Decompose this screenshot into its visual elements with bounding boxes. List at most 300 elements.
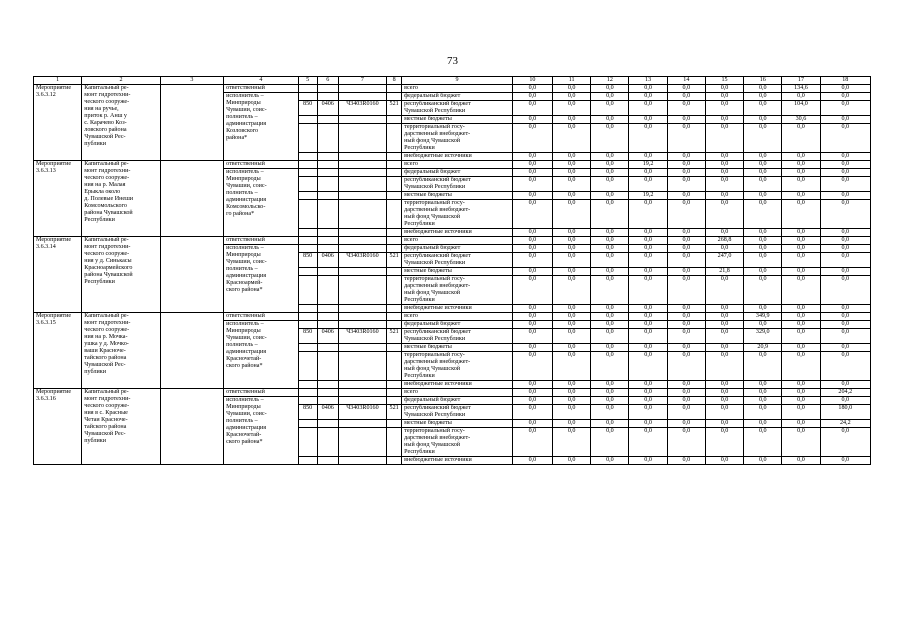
executor-title: ответственный bbox=[224, 389, 298, 397]
value-cell: 0,0 bbox=[782, 253, 820, 268]
funding-source: республиканский бюджет Чувашской Республики bbox=[402, 253, 513, 268]
value-cell: 0,0 bbox=[782, 420, 820, 428]
value-cell: 0,0 bbox=[591, 192, 629, 200]
value-cell: 0,0 bbox=[782, 200, 820, 229]
value-cell: 0,0 bbox=[591, 161, 629, 169]
value-cell: 0,0 bbox=[667, 321, 705, 329]
value-cell: 0,0 bbox=[553, 329, 591, 344]
value-cell: 0,0 bbox=[667, 200, 705, 229]
value-cell: 0,0 bbox=[744, 177, 782, 192]
value-cell: 0,0 bbox=[629, 116, 667, 124]
value-cell: 0,0 bbox=[705, 305, 743, 313]
value-cell: 0,0 bbox=[744, 169, 782, 177]
value-cell: 19,2 bbox=[629, 161, 667, 169]
empty-cell bbox=[338, 457, 386, 465]
value-cell: 0,0 bbox=[820, 237, 870, 245]
value-cell: 0,0 bbox=[591, 116, 629, 124]
empty-cell bbox=[338, 344, 386, 352]
funding-source: федеральный бюджет bbox=[402, 321, 513, 329]
value-cell: 0,0 bbox=[629, 305, 667, 313]
value-cell: 0,0 bbox=[782, 177, 820, 192]
header-row bbox=[34, 77, 871, 85]
value-cell: 0,0 bbox=[591, 428, 629, 457]
value-cell: 349,9 bbox=[744, 313, 782, 321]
funding-source: федеральный бюджет bbox=[402, 93, 513, 101]
value-cell: 0,0 bbox=[591, 245, 629, 253]
value-cell: 0,0 bbox=[705, 420, 743, 428]
value-cell: 0,0 bbox=[629, 85, 667, 93]
value-cell: 0,0 bbox=[667, 428, 705, 457]
value-cell: 0,0 bbox=[512, 305, 552, 313]
value-cell: 0,0 bbox=[512, 397, 552, 405]
empty-cell bbox=[317, 237, 338, 245]
empty-cell bbox=[317, 352, 338, 381]
event-number: Мероприятие 3.6.3.16 bbox=[34, 389, 82, 465]
column-number: 11 bbox=[553, 77, 591, 85]
empty-cell bbox=[338, 124, 386, 153]
value-cell: 0,0 bbox=[782, 352, 820, 381]
value-cell: 20,9 bbox=[744, 344, 782, 352]
value-cell: 0,0 bbox=[591, 381, 629, 389]
empty-cell bbox=[298, 161, 317, 169]
value-cell: 0,0 bbox=[553, 200, 591, 229]
empty-cell bbox=[338, 313, 386, 321]
code-csr bbox=[338, 177, 386, 192]
empty-cell bbox=[387, 321, 402, 329]
value-cell: 0,0 bbox=[629, 268, 667, 276]
empty-cell bbox=[298, 192, 317, 200]
table-row bbox=[34, 237, 871, 245]
code-gr: 850 bbox=[298, 329, 317, 344]
value-cell: 0,0 bbox=[512, 344, 552, 352]
funding-source: местные бюджеты bbox=[402, 268, 513, 276]
value-cell: 0,0 bbox=[782, 268, 820, 276]
value-cell: 0,0 bbox=[705, 352, 743, 381]
executor-title: ответственный bbox=[224, 161, 298, 169]
value-cell: 0,0 bbox=[667, 276, 705, 305]
value-cell: 0,0 bbox=[667, 85, 705, 93]
value-cell: 0,0 bbox=[553, 405, 591, 420]
value-cell: 0,0 bbox=[820, 305, 870, 313]
empty-cell bbox=[338, 305, 386, 313]
funding-source: республиканский бюджет Чувашской Республики bbox=[402, 405, 513, 420]
empty-cell bbox=[338, 381, 386, 389]
column-number: 15 bbox=[705, 77, 743, 85]
value-cell: 0,0 bbox=[782, 381, 820, 389]
empty-cell bbox=[317, 420, 338, 428]
value-cell: 180,0 bbox=[820, 405, 870, 420]
funding-source: федеральный бюджет bbox=[402, 169, 513, 177]
value-cell: 0,0 bbox=[820, 192, 870, 200]
value-cell: 0,0 bbox=[629, 329, 667, 344]
empty-cell bbox=[317, 229, 338, 237]
value-cell: 0,0 bbox=[744, 389, 782, 397]
value-cell: 0,0 bbox=[629, 344, 667, 352]
value-cell: 0,0 bbox=[705, 329, 743, 344]
value-cell: 0,0 bbox=[744, 245, 782, 253]
value-cell: 0,0 bbox=[820, 397, 870, 405]
value-cell: 0,0 bbox=[782, 161, 820, 169]
column-number: 9 bbox=[402, 77, 513, 85]
value-cell: 0,0 bbox=[782, 237, 820, 245]
column-number: 5 bbox=[298, 77, 317, 85]
empty-cell bbox=[298, 124, 317, 153]
empty-cell bbox=[387, 313, 402, 321]
funding-source: всего bbox=[402, 313, 513, 321]
value-cell: 0,0 bbox=[629, 381, 667, 389]
value-cell: 0,0 bbox=[553, 101, 591, 116]
value-cell: 0,0 bbox=[744, 253, 782, 268]
value-cell: 0,0 bbox=[705, 245, 743, 253]
empty-cell bbox=[298, 457, 317, 465]
column-number: 16 bbox=[744, 77, 782, 85]
empty-cell bbox=[317, 169, 338, 177]
value-cell: 0,0 bbox=[705, 457, 743, 465]
value-cell: 0,0 bbox=[705, 177, 743, 192]
funding-source: территориальный госу- дарственный внебюджет- ный фонд Чувашской Республики bbox=[402, 276, 513, 305]
value-cell: 0,0 bbox=[629, 245, 667, 253]
empty-cell bbox=[317, 276, 338, 305]
empty-cell bbox=[387, 276, 402, 305]
value-cell: 0,0 bbox=[667, 420, 705, 428]
value-cell: 0,0 bbox=[553, 420, 591, 428]
value-cell: 0,0 bbox=[591, 85, 629, 93]
value-cell: 0,0 bbox=[744, 420, 782, 428]
value-cell: 0,0 bbox=[553, 169, 591, 177]
value-cell: 0,0 bbox=[591, 268, 629, 276]
value-cell: 0,0 bbox=[820, 457, 870, 465]
value-cell: 0,0 bbox=[667, 229, 705, 237]
code-vr: 521 bbox=[387, 253, 402, 268]
value-cell: 0,0 bbox=[820, 245, 870, 253]
value-cell: 0,0 bbox=[629, 200, 667, 229]
empty-cell bbox=[298, 352, 317, 381]
value-cell: 0,0 bbox=[591, 177, 629, 192]
empty-cell bbox=[387, 116, 402, 124]
value-cell: 0,0 bbox=[782, 245, 820, 253]
code-gr: 850 bbox=[298, 101, 317, 116]
value-cell: 0,0 bbox=[705, 405, 743, 420]
value-cell: 0,0 bbox=[512, 428, 552, 457]
code-rz: 0406 bbox=[317, 329, 338, 344]
code-csr: Ч3403R0160 bbox=[338, 101, 386, 116]
empty-cell bbox=[317, 381, 338, 389]
value-cell: 0,0 bbox=[512, 381, 552, 389]
value-cell: 0,0 bbox=[782, 169, 820, 177]
empty-cell bbox=[317, 85, 338, 93]
value-cell: 0,0 bbox=[553, 237, 591, 245]
value-cell: 0,0 bbox=[744, 305, 782, 313]
value-cell: 0,0 bbox=[553, 352, 591, 381]
value-cell: 0,0 bbox=[553, 229, 591, 237]
funding-source: местные бюджеты bbox=[402, 420, 513, 428]
value-cell: 0,0 bbox=[553, 93, 591, 101]
event-number: Мероприятие 3.6.3.15 bbox=[34, 313, 82, 389]
executor: исполнитель – Минприроды Чувашии, соис- полнитель – администрация Комсомольско- го района* bbox=[224, 169, 298, 237]
value-cell: 0,0 bbox=[591, 397, 629, 405]
empty-cell bbox=[317, 200, 338, 229]
value-cell: 0,0 bbox=[591, 169, 629, 177]
value-cell: 0,0 bbox=[705, 116, 743, 124]
event-number: Мероприятие 3.6.3.13 bbox=[34, 161, 82, 237]
value-cell: 0,0 bbox=[820, 101, 870, 116]
value-cell: 0,0 bbox=[667, 177, 705, 192]
column-number: 3 bbox=[160, 77, 223, 85]
value-cell: 0,0 bbox=[782, 397, 820, 405]
value-cell: 0,0 bbox=[744, 321, 782, 329]
value-cell: 0,0 bbox=[591, 153, 629, 161]
value-cell: 0,0 bbox=[820, 352, 870, 381]
value-cell: 0,0 bbox=[629, 253, 667, 268]
empty-cell bbox=[338, 245, 386, 253]
value-cell: 0,0 bbox=[782, 124, 820, 153]
value-cell: 0,0 bbox=[512, 124, 552, 153]
value-cell: 0,0 bbox=[512, 169, 552, 177]
value-cell: 0,0 bbox=[705, 389, 743, 397]
value-cell: 0,0 bbox=[512, 329, 552, 344]
value-cell: 0,0 bbox=[820, 276, 870, 305]
value-cell: 0,0 bbox=[667, 169, 705, 177]
empty-cell bbox=[338, 237, 386, 245]
code-rz: 0406 bbox=[317, 101, 338, 116]
code-csr: Ч3403R0160 bbox=[338, 253, 386, 268]
empty-cell bbox=[298, 229, 317, 237]
value-cell: 104,0 bbox=[782, 101, 820, 116]
empty-cell bbox=[298, 245, 317, 253]
value-cell: 0,0 bbox=[667, 344, 705, 352]
value-cell: 0,0 bbox=[667, 253, 705, 268]
value-cell: 0,0 bbox=[553, 321, 591, 329]
value-cell: 0,0 bbox=[782, 305, 820, 313]
column-number: 2 bbox=[82, 77, 160, 85]
empty-cell bbox=[317, 153, 338, 161]
empty-cell bbox=[387, 124, 402, 153]
value-cell: 0,0 bbox=[667, 245, 705, 253]
code-csr: Ч3403R0160 bbox=[338, 329, 386, 344]
empty-cell bbox=[298, 85, 317, 93]
empty-cell bbox=[298, 305, 317, 313]
empty-cell bbox=[338, 192, 386, 200]
executor-title: ответственный bbox=[224, 85, 298, 93]
code-rz bbox=[317, 177, 338, 192]
funding-source: местные бюджеты bbox=[402, 116, 513, 124]
empty-cell bbox=[387, 200, 402, 229]
value-cell: 0,0 bbox=[705, 124, 743, 153]
empty-cell bbox=[387, 420, 402, 428]
value-cell: 0,0 bbox=[820, 200, 870, 229]
value-cell: 0,0 bbox=[629, 457, 667, 465]
empty-cell bbox=[298, 428, 317, 457]
empty-cell bbox=[298, 93, 317, 101]
column-number: 13 bbox=[629, 77, 667, 85]
value-cell: 0,0 bbox=[591, 200, 629, 229]
empty-cell bbox=[338, 229, 386, 237]
code-rz: 0406 bbox=[317, 405, 338, 420]
value-cell: 0,0 bbox=[667, 305, 705, 313]
funding-source: всего bbox=[402, 237, 513, 245]
value-cell: 0,0 bbox=[629, 237, 667, 245]
column-number: 8 bbox=[387, 77, 402, 85]
code-vr: 521 bbox=[387, 405, 402, 420]
funding-source: внебюджетные источники bbox=[402, 305, 513, 313]
value-cell: 0,0 bbox=[782, 153, 820, 161]
value-cell: 0,0 bbox=[591, 229, 629, 237]
empty-cell bbox=[387, 305, 402, 313]
value-cell: 0,0 bbox=[820, 381, 870, 389]
value-cell: 0,0 bbox=[667, 457, 705, 465]
value-cell: 0,0 bbox=[667, 268, 705, 276]
empty-cell bbox=[317, 161, 338, 169]
funding-source: республиканский бюджет Чувашской Республики bbox=[402, 101, 513, 116]
value-cell: 0,0 bbox=[591, 344, 629, 352]
value-cell: 0,0 bbox=[512, 245, 552, 253]
value-cell: 0,0 bbox=[591, 321, 629, 329]
empty-cell bbox=[298, 397, 317, 405]
value-cell: 0,0 bbox=[705, 153, 743, 161]
empty-cell bbox=[387, 237, 402, 245]
value-cell: 0,0 bbox=[553, 85, 591, 93]
value-cell: 0,0 bbox=[553, 245, 591, 253]
code-gr bbox=[298, 177, 317, 192]
value-cell: 0,0 bbox=[820, 229, 870, 237]
value-cell: 0,0 bbox=[553, 268, 591, 276]
value-cell: 0,0 bbox=[591, 329, 629, 344]
empty-cell bbox=[298, 153, 317, 161]
value-cell: 0,0 bbox=[629, 397, 667, 405]
value-cell: 0,0 bbox=[667, 389, 705, 397]
empty-cell bbox=[298, 313, 317, 321]
empty-cell bbox=[387, 245, 402, 253]
value-cell: 24,2 bbox=[820, 420, 870, 428]
value-cell: 0,0 bbox=[629, 352, 667, 381]
value-cell: 0,0 bbox=[744, 268, 782, 276]
value-cell: 0,0 bbox=[705, 229, 743, 237]
empty-cell bbox=[317, 192, 338, 200]
executor-title: ответственный bbox=[224, 237, 298, 245]
code-vr: 521 bbox=[387, 329, 402, 344]
value-cell: 0,0 bbox=[512, 85, 552, 93]
value-cell: 0,0 bbox=[553, 177, 591, 192]
code-csr: Ч3403R0160 bbox=[338, 405, 386, 420]
value-cell: 0,0 bbox=[820, 116, 870, 124]
funding-source: территориальный госу- дарственный внебюджет- ный фонд Чувашской Республики bbox=[402, 124, 513, 153]
value-cell: 0,0 bbox=[512, 253, 552, 268]
empty-cell bbox=[317, 397, 338, 405]
value-cell: 0,0 bbox=[512, 192, 552, 200]
value-cell: 0,0 bbox=[553, 428, 591, 457]
empty-cell bbox=[298, 169, 317, 177]
funding-source: внебюджетные источники bbox=[402, 229, 513, 237]
empty-cell bbox=[338, 321, 386, 329]
empty-cell bbox=[387, 268, 402, 276]
table-row bbox=[34, 85, 871, 93]
code-gr: 850 bbox=[298, 253, 317, 268]
value-cell: 0,0 bbox=[512, 237, 552, 245]
value-cell: 0,0 bbox=[629, 124, 667, 153]
empty-cell bbox=[338, 268, 386, 276]
value-cell: 0,0 bbox=[667, 101, 705, 116]
value-cell: 0,0 bbox=[512, 268, 552, 276]
value-cell: 0,0 bbox=[629, 229, 667, 237]
code-gr: 850 bbox=[298, 405, 317, 420]
event-number: Мероприятие 3.6.3.12 bbox=[34, 85, 82, 161]
value-cell: 0,0 bbox=[629, 321, 667, 329]
value-cell: 0,0 bbox=[705, 200, 743, 229]
empty-cell bbox=[338, 93, 386, 101]
value-cell: 0,0 bbox=[667, 192, 705, 200]
value-cell: 0,0 bbox=[512, 177, 552, 192]
empty-cell bbox=[298, 381, 317, 389]
value-cell: 0,0 bbox=[512, 161, 552, 169]
empty-cell bbox=[160, 161, 223, 237]
value-cell: 0,0 bbox=[667, 93, 705, 101]
value-cell: 0,0 bbox=[705, 321, 743, 329]
value-cell: 0,0 bbox=[667, 313, 705, 321]
executor: исполнитель – Минприроды Чувашии, соис- полнитель – администрация Козловского района* bbox=[224, 93, 298, 161]
value-cell: 0,0 bbox=[553, 253, 591, 268]
value-cell: 0,0 bbox=[744, 153, 782, 161]
empty-cell bbox=[387, 169, 402, 177]
value-cell: 268,8 bbox=[705, 237, 743, 245]
empty-cell bbox=[387, 457, 402, 465]
value-cell: 0,0 bbox=[512, 153, 552, 161]
empty-cell bbox=[317, 313, 338, 321]
value-cell: 0,0 bbox=[744, 229, 782, 237]
value-cell: 0,0 bbox=[820, 313, 870, 321]
value-cell: 0,0 bbox=[591, 237, 629, 245]
value-cell: 0,0 bbox=[744, 124, 782, 153]
value-cell: 0,0 bbox=[591, 101, 629, 116]
empty-cell bbox=[298, 276, 317, 305]
value-cell: 0,0 bbox=[629, 428, 667, 457]
value-cell: 0,0 bbox=[553, 116, 591, 124]
value-cell: 0,0 bbox=[744, 200, 782, 229]
empty-cell bbox=[298, 200, 317, 229]
value-cell: 204,2 bbox=[820, 389, 870, 397]
page-number: 73 bbox=[447, 55, 458, 67]
code-vr bbox=[387, 177, 402, 192]
value-cell: 0,0 bbox=[820, 253, 870, 268]
value-cell: 0,0 bbox=[667, 329, 705, 344]
column-number: 7 bbox=[338, 77, 386, 85]
empty-cell bbox=[298, 237, 317, 245]
empty-cell bbox=[160, 313, 223, 389]
empty-cell bbox=[387, 153, 402, 161]
value-cell: 0,0 bbox=[591, 93, 629, 101]
value-cell: 247,0 bbox=[705, 253, 743, 268]
value-cell: 0,0 bbox=[744, 397, 782, 405]
empty-cell bbox=[387, 344, 402, 352]
value-cell: 0,0 bbox=[744, 85, 782, 93]
value-cell: 0,0 bbox=[744, 276, 782, 305]
event-description: Капитальный ре- монт гидротехни- ческого сооруже- ния на ручье, приток р. Анш у с. Карачево Коз- ловского района Чувашской Рес- публики bbox=[82, 85, 160, 161]
value-cell: 0,0 bbox=[512, 405, 552, 420]
empty-cell bbox=[387, 85, 402, 93]
empty-cell bbox=[338, 428, 386, 457]
value-cell: 0,0 bbox=[820, 268, 870, 276]
funding-source: внебюджетные источники bbox=[402, 381, 513, 389]
empty-cell bbox=[338, 85, 386, 93]
value-cell: 0,0 bbox=[744, 237, 782, 245]
code-vr: 521 bbox=[387, 101, 402, 116]
value-cell: 0,0 bbox=[667, 405, 705, 420]
value-cell: 0,0 bbox=[744, 457, 782, 465]
code-rz: 0406 bbox=[317, 253, 338, 268]
value-cell: 0,0 bbox=[667, 381, 705, 389]
value-cell: 0,0 bbox=[512, 276, 552, 305]
value-cell: 0,0 bbox=[782, 405, 820, 420]
value-cell: 0,0 bbox=[512, 116, 552, 124]
